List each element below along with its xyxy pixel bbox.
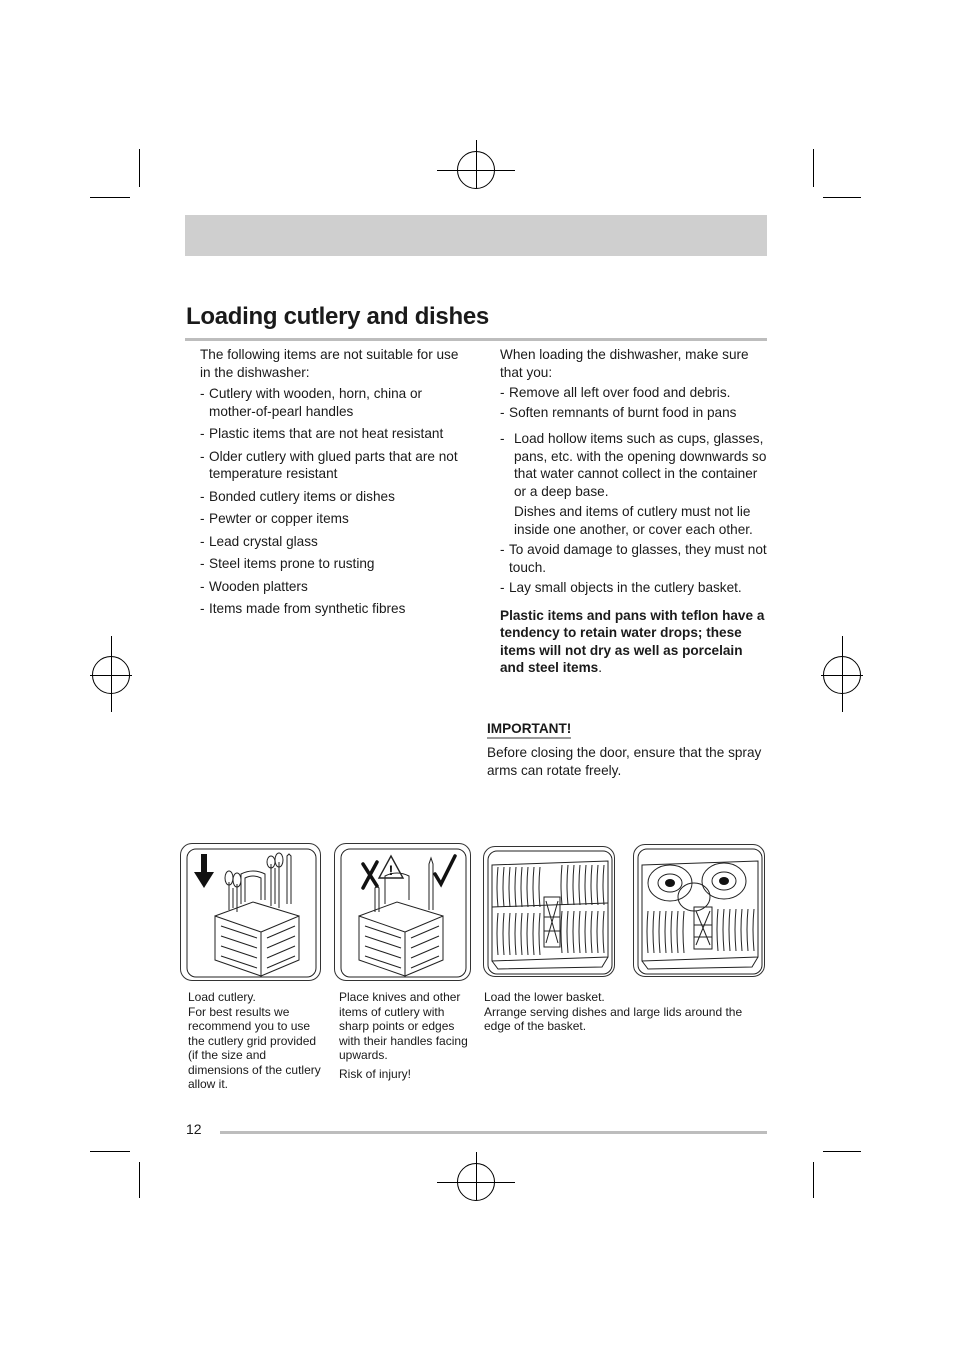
list-item-continuation: Dishes and items of cutlery must not lie inside one another, or cover each other. (514, 504, 753, 537)
svg-text:!: ! (388, 862, 394, 878)
figure-knives-handles-up (334, 843, 471, 981)
caption-load-cutlery: Load cutlery. For best results we recommend you to use the cutlery grid provided (if the size and dimensions of the cutlery allow it. (188, 990, 321, 1091)
list-item: - Soften remnants of burnt food in pans (500, 404, 737, 420)
list-item: - Bonded cutlery items or dishes (200, 488, 395, 504)
unsuitable-intro: The following items are not suitable for use in the dishwasher: (200, 347, 459, 380)
page-number: 12 (186, 1121, 202, 1137)
list-item: - Remove all left over food and debris. (500, 385, 731, 400)
figure-load-cutlery (180, 843, 321, 981)
important-text: Before closing the door, ensure that the spray arms can rotate freely. (487, 745, 762, 778)
important-label: IMPORTANT! (487, 721, 571, 739)
header-bar (185, 215, 767, 256)
page-title: Loading cutlery and dishes (186, 303, 489, 330)
loading-intro: When loading the dishwasher, make sure that you: (500, 347, 749, 380)
list-item: - Lay small objects in the cutlery basket. (500, 580, 742, 595)
list-item: - Load hollow items such as cups, glasses, pans, etc. with the opening downwards so that water cannot collect in the container or a deep base. (500, 431, 767, 499)
list-item: - To avoid damage to glasses, they must not touch. (500, 542, 767, 575)
figure-lower-basket-plates (483, 846, 615, 977)
list-item: - Wooden platters (200, 578, 308, 594)
footer-rule (220, 1131, 767, 1134)
list-item: - Older cutlery with glued parts that are not temperature resistant (200, 448, 458, 481)
teflon-note: Plastic items and pans with teflon have a tendency to retain water drops; these items will not dry as well as porcelain and steel items. (500, 607, 765, 675)
list-item: - Lead crystal glass (200, 533, 318, 549)
caption-knives: Place knives and other items of cutlery with sharp points or edges with their handles facing upwards. Risk of injury! (339, 990, 468, 1081)
list-item: - Plastic items that are not heat resistant (200, 426, 444, 441)
loading-tips-section (500, 346, 768, 677)
unsuitable-items-section (200, 346, 470, 618)
list-item: - Pewter or copper items (200, 511, 349, 526)
caption-lower-basket: Load the lower basket. Arrange serving dishes and large lids around the edge of the basket. (484, 990, 743, 1033)
list-item: - Items made from synthetic fibres (200, 601, 406, 616)
figure-serving-dishes-lids (633, 844, 765, 977)
list-item: - Cutlery with wooden, horn, china or mother-of-pearl handles (200, 386, 423, 419)
title-rule (185, 338, 767, 341)
list-item: - Steel items prone to rusting (200, 556, 375, 571)
